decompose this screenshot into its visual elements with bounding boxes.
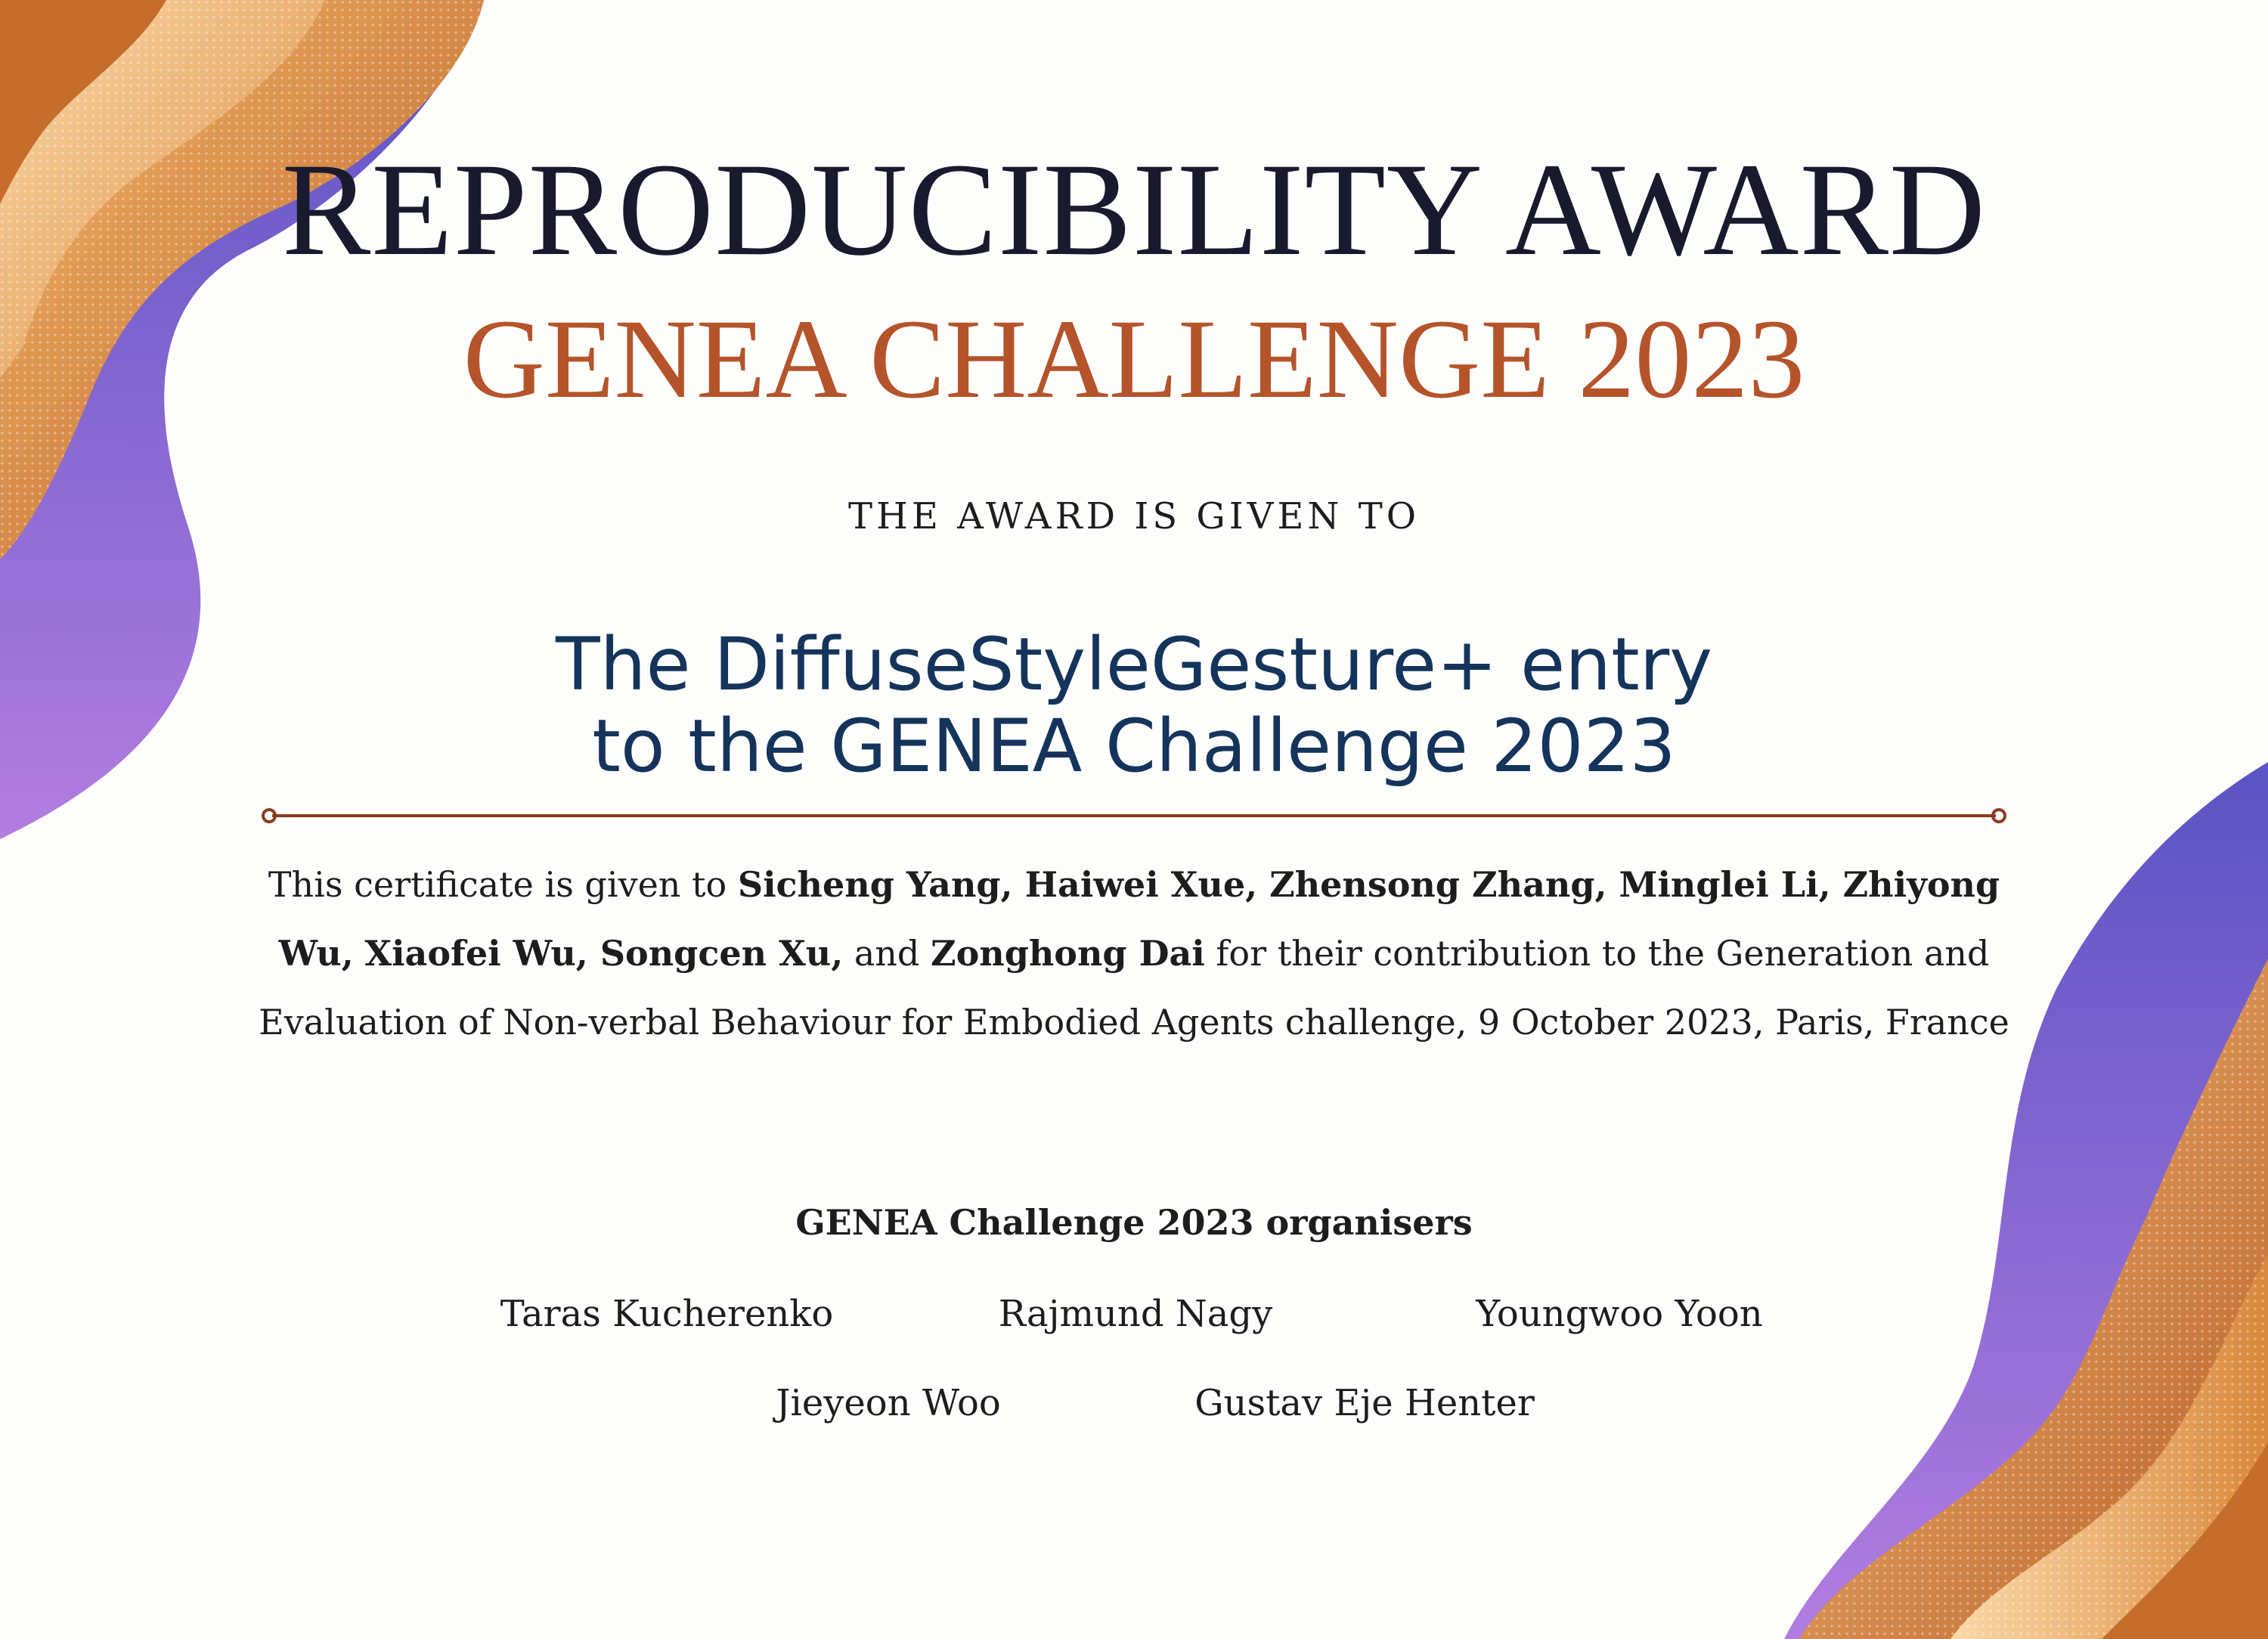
organiser-name: Rajmund Nagy	[998, 1293, 1273, 1335]
award-title: REPRODUCIBILITY AWARD	[281, 136, 1987, 283]
given-to-label: THE AWARD IS GIVEN TO	[847, 495, 1421, 538]
award-subtitle: GENEA CHALLENGE 2023	[463, 296, 1805, 422]
body-conjunction: and	[843, 933, 931, 974]
ornamental-divider	[262, 804, 2006, 827]
certificate-body	[249, 850, 2019, 1057]
organiser-name: Taras Kucherenko	[500, 1293, 834, 1335]
organisers-label: GENEA Challenge 2023 organisers	[795, 1202, 1473, 1243]
body-contribution: for their contribution to the Generation and Evaluation of Non-verbal Behaviour for Embodied Agents challenge, 9 October 2023, Paris, France	[259, 933, 2009, 1043]
entry-title-line-2: to the GENEA Challenge 2023	[592, 704, 1676, 789]
entry-title	[0, 624, 2268, 787]
organiser-name: Youngwoo Yoon	[1476, 1293, 1763, 1335]
recipients-names-1: Sicheng Yang, Haiwei Xue, Zhensong Zhang, Minglei Li, Zhiyong Wu,	[278, 864, 2000, 974]
organiser-name: Gustav Eje Henter	[1194, 1382, 1535, 1424]
organiser-name: Jieyeon Woo	[776, 1382, 1001, 1424]
entry-title-line-1: The DiffuseStyleGesture+ entry	[556, 622, 1712, 707]
recipient-last: Zonghong Dai	[930, 933, 1205, 974]
recipients-names-2: Xiaofei Wu, Songcen Xu,	[364, 933, 844, 974]
body-intro: This certificate is given to	[268, 864, 738, 905]
